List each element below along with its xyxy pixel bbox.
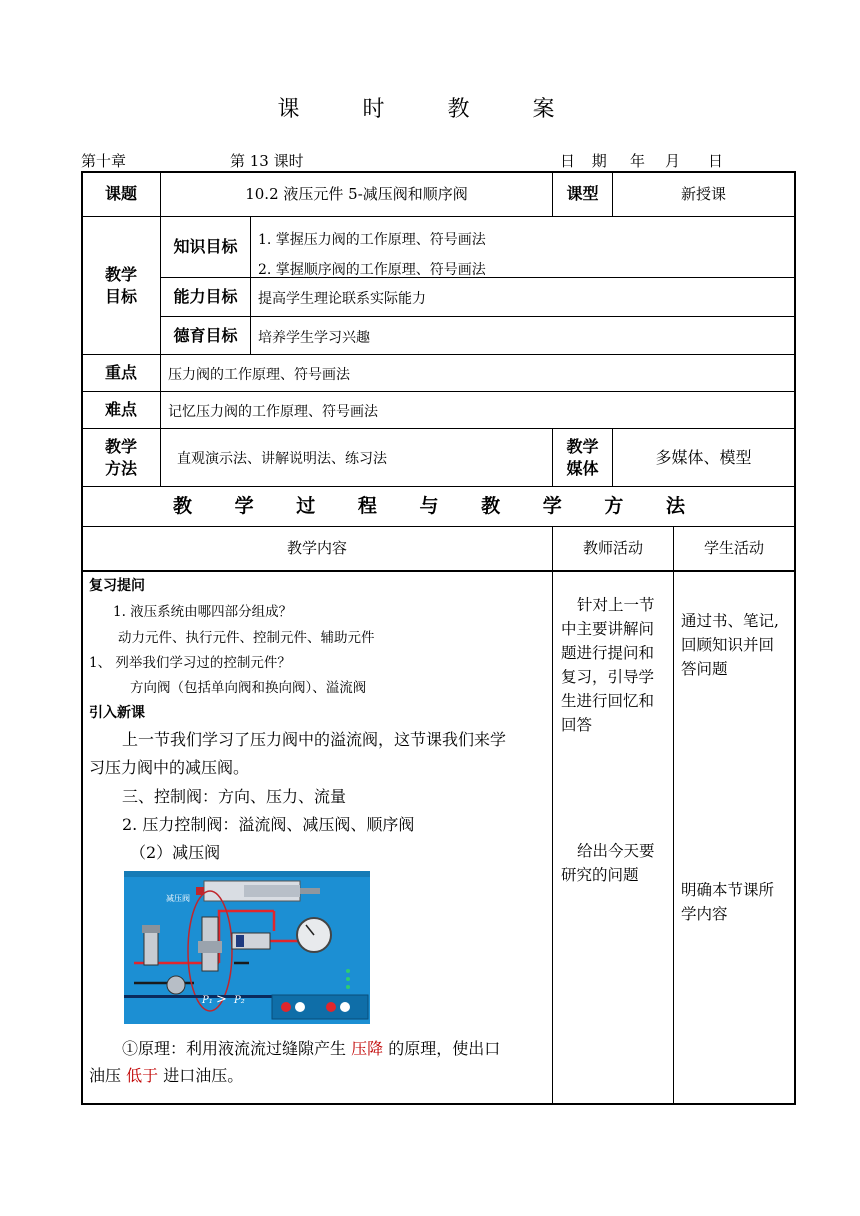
principle-text-c: 油压 <box>89 1066 122 1085</box>
principle-text-d: 进口油压。 <box>163 1066 244 1085</box>
ability-goal-label: 能力目标 <box>173 287 238 307</box>
difficulty-label: 难点 <box>104 400 137 420</box>
goals-label: 教学目标 <box>104 264 137 306</box>
review-answer-1: 动力元件、执行元件、控制元件、辅助元件 <box>118 630 375 646</box>
teacher-activity-line: 回答 <box>561 716 593 734</box>
teacher-activity-2 <box>561 839 673 887</box>
column-student-header: 学生活动 <box>703 539 764 558</box>
principle-emphasis-1: 压降 <box>351 1039 384 1058</box>
student-activity-1 <box>681 609 796 681</box>
teacher-activity-1 <box>561 593 673 737</box>
lesson-number: 第 13 课时 <box>230 152 304 170</box>
moral-goal-value: 培养学生学习兴趣 <box>258 330 370 346</box>
teacher-activity-line: 题进行提问和 <box>561 644 655 662</box>
diagram-p2: P₂ <box>234 995 245 1006</box>
column-content-header: 教学内容 <box>286 539 347 558</box>
teacher-activity-line: 中主要讲解问 <box>561 620 655 638</box>
key-point-value: 压力阀的工作原理、符号画法 <box>168 367 350 383</box>
teacher-activity-line: 复习，引导学 <box>561 668 655 686</box>
intro-line-1: 上一节我们学习了压力阀中的溢流阀，这节课我们来学 <box>122 730 507 749</box>
key-point-label: 重点 <box>104 363 137 383</box>
topic-label: 课题 <box>104 184 137 204</box>
review-answer-2: 方向阀（包括单向阀和换向阀）、溢流阀 <box>130 680 367 696</box>
lesson-type-value: 新授课 <box>680 184 726 203</box>
student-activity-line: 答问题 <box>681 660 728 678</box>
topic-value: 10.2 液压元件 5-减压阀和顺序阀 <box>245 184 468 203</box>
media-label: 教学媒体 <box>566 436 599 478</box>
knowledge-goal-item-1: 1. 掌握压力阀的工作原理、符号画法 <box>258 232 486 248</box>
review-question-2: 1、 列举我们学习过的控制元件？ <box>89 655 291 671</box>
new-lesson-heading: 引入新课 <box>89 705 145 721</box>
ability-goal-value: 提高学生理论联系实际能力 <box>258 291 426 307</box>
diagram-label: 减压阀 <box>166 894 190 903</box>
knowledge-goal-label: 知识目标 <box>173 237 238 257</box>
diagram-p1: P₁ <box>202 995 213 1006</box>
teacher-activity-line: 生进行回忆和 <box>561 692 655 710</box>
review-question-1: 1. 液压系统由哪四部分组成？ <box>113 604 293 620</box>
student-activity-2 <box>681 878 796 926</box>
control-valve-item: 三、控制阀：方向、压力、流量 <box>122 787 347 806</box>
principle-text-b: 的原理，使出口 <box>388 1039 501 1058</box>
reducing-valve-item: （2）减压阀 <box>130 843 221 862</box>
principle-line-2 <box>89 1063 243 1086</box>
column-teacher-header: 教师活动 <box>582 539 643 558</box>
teacher-activity-line: 给出今天要 <box>577 842 655 860</box>
reducing-valve-diagram <box>124 871 370 1024</box>
year-label: 年 <box>630 152 646 170</box>
student-activity-line: 回顾知识并回 <box>681 636 775 654</box>
moral-goal-label: 德育目标 <box>173 325 238 345</box>
teacher-activity-line: 针对上一节 <box>577 596 655 614</box>
pressure-valve-item: 2. 压力控制阀：溢流阀、减压阀、顺序阀 <box>122 815 415 834</box>
media-value: 多媒体、模型 <box>655 447 752 467</box>
review-heading: 复习提问 <box>89 578 145 594</box>
principle-line-1 <box>122 1036 500 1059</box>
date-label: 日 期 <box>560 152 613 170</box>
diagram-gt: > <box>216 992 227 1007</box>
chapter-label: 第十章 <box>81 152 127 170</box>
method-value: 直观演示法、讲解说明法、练习法 <box>177 451 387 467</box>
student-activity-line: 通过书、笔记, <box>681 612 779 630</box>
principle-text-a: ①原理：利用液流流过缝隙产生 <box>122 1039 347 1058</box>
document-title: 课 时 教 案 <box>277 97 583 122</box>
day-label: 日 <box>708 152 724 170</box>
intro-line-2: 习压力阀中的减压阀。 <box>89 758 250 777</box>
lesson-type-label: 课型 <box>566 184 599 204</box>
teacher-activity-line: 研究的问题 <box>561 866 639 884</box>
process-title: 教 学 过 程 与 教 学 方 法 <box>173 494 703 517</box>
difficulty-value: 记忆压力阀的工作原理、符号画法 <box>168 404 378 420</box>
student-activity-line: 学内容 <box>681 905 728 923</box>
method-label: 教学方法 <box>104 436 137 478</box>
month-label: 月 <box>665 152 681 170</box>
student-activity-line: 明确本节课所 <box>681 881 775 899</box>
knowledge-goal-item-2: 2. 掌握顺序阀的工作原理、符号画法 <box>258 262 486 278</box>
hydraulic-circuit-illustration <box>124 871 370 1024</box>
principle-emphasis-2: 低于 <box>126 1066 159 1085</box>
